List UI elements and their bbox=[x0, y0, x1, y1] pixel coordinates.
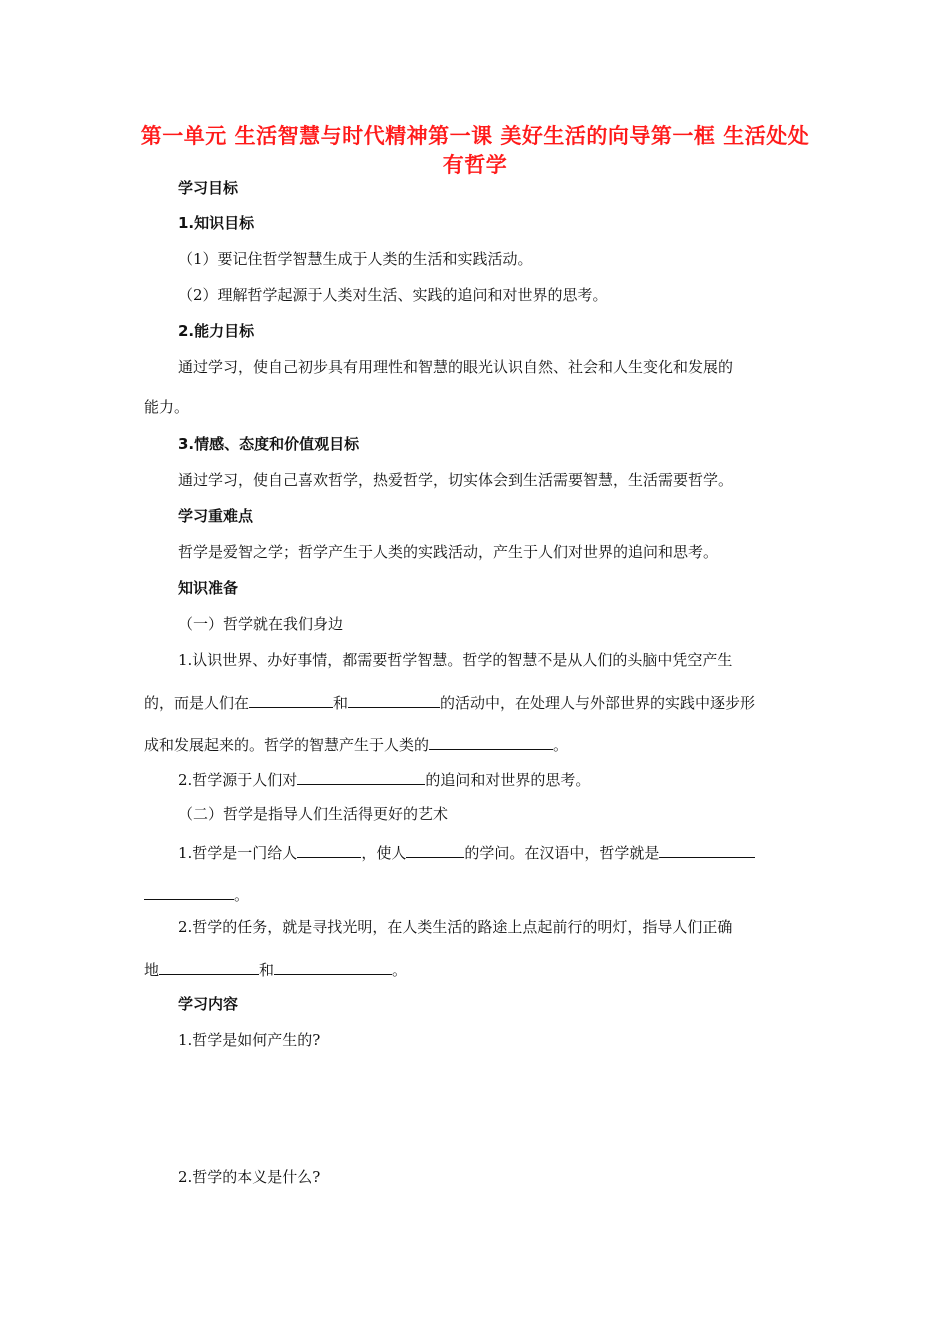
text-segment: 和 bbox=[259, 961, 275, 979]
text-segment: 。 bbox=[392, 961, 408, 979]
heading-key-points: 学习重难点 bbox=[178, 507, 254, 525]
heading-knowledge-goal: 1.知识目标 bbox=[178, 214, 255, 232]
prep-item-1-line-3 bbox=[144, 733, 568, 755]
text-segment: 1.哲学是一门给人 bbox=[178, 844, 298, 862]
fill-blank[interactable] bbox=[429, 733, 553, 750]
text-segment: 的活动中，在处理人与外部世界的实践中逐步形 bbox=[440, 694, 756, 712]
heading-emotion-goal: 3.情感、态度和价值观目标 bbox=[178, 435, 360, 453]
text-segment: 。 bbox=[234, 886, 250, 904]
prep-item-3-line-1 bbox=[178, 841, 755, 863]
heading-ability-goal: 2.能力目标 bbox=[178, 322, 255, 340]
prep-section-1-title: （一）哲学就在我们身边 bbox=[178, 615, 344, 633]
prep-item-4-line-2 bbox=[144, 958, 407, 980]
text-segment: 的，而是人们在 bbox=[144, 694, 250, 712]
fill-blank[interactable] bbox=[274, 958, 392, 975]
prep-item-2 bbox=[178, 768, 590, 790]
prep-item-1-line-2 bbox=[144, 691, 755, 713]
fill-blank[interactable] bbox=[297, 768, 425, 785]
ability-goal-text-cont: 能力。 bbox=[144, 398, 190, 416]
prep-item-1-line-1: 1.认识世界、办好事情，都需要哲学智慧。哲学的智慧不是从人们的头脑中凭空产生 bbox=[178, 651, 733, 669]
knowledge-goal-2: （2）理解哲学起源于人类对生活、实践的追问和对世界的思考。 bbox=[178, 286, 608, 304]
fill-blank[interactable] bbox=[159, 958, 259, 975]
fill-blank[interactable] bbox=[348, 691, 440, 708]
text-segment: 2.哲学源于人们对 bbox=[178, 771, 298, 789]
fill-blank[interactable] bbox=[297, 841, 361, 858]
text-segment: 地 bbox=[144, 961, 160, 979]
heading-learning-goals: 学习目标 bbox=[178, 179, 239, 197]
key-points-text: 哲学是爱智之学；哲学产生于人类的实践活动，产生于人们对世界的追问和思考。 bbox=[178, 543, 719, 561]
fill-blank[interactable] bbox=[249, 691, 333, 708]
prep-section-2-title: （二）哲学是指导人们生活得更好的艺术 bbox=[178, 805, 449, 823]
content-question-2: 2.哲学的本义是什么? bbox=[178, 1168, 321, 1186]
text-segment: 的追问和对世界的思考。 bbox=[425, 771, 591, 789]
fill-blank[interactable] bbox=[406, 841, 464, 858]
ability-goal-text: 通过学习，使自己初步具有用理性和智慧的眼光认识自然、社会和人生变化和发展的 bbox=[178, 358, 734, 376]
heading-knowledge-prep: 知识准备 bbox=[178, 579, 239, 597]
prep-item-4-line-1: 2.哲学的任务，就是寻找光明，在人类生活的路途上点起前行的明灯，指导人们正确 bbox=[178, 918, 733, 936]
fill-blank[interactable] bbox=[659, 841, 755, 858]
text-segment: 的学问。在汉语中，哲学就是 bbox=[464, 844, 660, 862]
prep-item-3-line-2 bbox=[144, 883, 249, 905]
page-title: 第一单元 生活智慧与时代精神第一课 美好生活的向导第一框 生活处处有哲学 bbox=[140, 124, 810, 177]
content-question-1: 1.哲学是如何产生的? bbox=[178, 1031, 321, 1049]
knowledge-goal-1: （1）要记住哲学智慧生成于人类的生活和实践活动。 bbox=[178, 250, 533, 268]
text-segment: 和 bbox=[333, 694, 349, 712]
text-segment: ，使人 bbox=[361, 844, 407, 862]
fill-blank[interactable] bbox=[144, 883, 234, 900]
heading-learning-content: 学习内容 bbox=[178, 995, 239, 1013]
text-segment: 成和发展起来的。哲学的智慧产生于人类的 bbox=[144, 736, 430, 754]
text-segment: 。 bbox=[553, 736, 569, 754]
emotion-goal-text: 通过学习，使自己喜欢哲学，热爱哲学，切实体会到生活需要智慧，生活需要哲学。 bbox=[178, 471, 734, 489]
